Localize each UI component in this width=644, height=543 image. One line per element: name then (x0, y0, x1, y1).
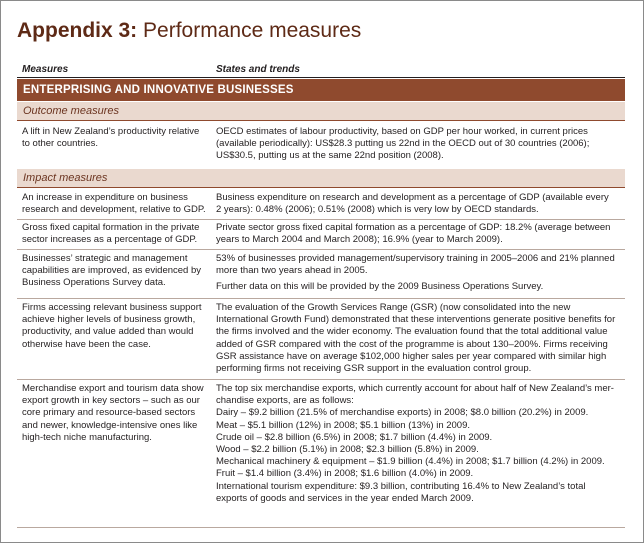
page-title (17, 19, 361, 43)
tourism-text: International tourism expenditure: $9.3 billion, contributing 16.4% to New Zealand’s total exports of goods and services in the year ended March 2009. (216, 480, 586, 504)
measure-cell: Gross fixed capital formation in the private sector increases as a percentage of GDP. (22, 222, 200, 246)
export-item-machinery: Mechanical machinery & equipment – $1.9 billion (4.4%) in 2008; $1.7 billion (4.2%) in 2009. (216, 456, 605, 468)
row-divider (17, 219, 625, 220)
measure-cell: Firms accessing relevant business support achieve higher levels of business growth, productivity, and value added than would otherwise have been the case. (22, 302, 202, 350)
title-prefix: Appendix 3: (17, 19, 138, 42)
states-cell (216, 383, 616, 505)
section-title: ENTERPRISING AND INNOVATIVE BUSINESSES (23, 84, 294, 96)
states-cell (216, 192, 616, 216)
states-text: The evaluation of the Growth Services Range (GSR) (now consolidated into the new International Growth Fund) demonstrated that these interventions generate positive benefits for the firms involved and the wider economy. The evaluation found that the total additional value added of GSR compared with the cost of the programme is about 130–200%. Firms receiving GSR assistance have on average $102,000 higher sales per year compared with similar high performing firms not receiving GSR support in the evaluation control group. (216, 302, 616, 375)
row-divider (17, 298, 625, 299)
header-rule (17, 77, 625, 78)
states-cell (216, 253, 616, 294)
measure-cell: Merchandise export and tourism data show export growth in key sectors – such as our core primary and resource-based sectors and newer, knowledge-intensive ones like high-tech niche manufacturing. (22, 383, 204, 443)
export-item-crude-oil: Crude oil – $2.8 billion (6.5%) in 2008; $1.7 billion (4.4%) in 2009. (216, 431, 493, 443)
export-item-dairy: Dairy – $9.2 billion (21.5% of merchandise exports) in 2008; $8.0 billion (20.2%) in 2009. (216, 407, 589, 419)
states-cell (216, 222, 616, 246)
impact-measures-label: Impact measures (23, 172, 108, 184)
states-text: OECD estimates of labour productivity, based on GDP per hour worked, in current prices (available periodically): US$28.3 putting us 22nd in the OECD out of 30 countries (2006); US$30.5, putting us at the same 22nd position (2008). (216, 126, 590, 162)
table-row (17, 126, 625, 166)
table-row (17, 253, 625, 295)
impact-measures-header (17, 169, 625, 188)
states-text: Private sector gross fixed capital formation as a percentage of GDP: 18.2% (average between years to March 2004 and March 2008); 16.9% (year to March 2009). (216, 222, 611, 246)
column-header-states: States and trends (216, 64, 300, 75)
section-banner (17, 79, 625, 101)
states-text: The top six merchandise exports, which currently account for about half of New Zealand’s mer- chandise exports, are as follows: (216, 383, 614, 407)
states-text: Further data on this will be provided by the 2009 Business Operations Survey. (216, 281, 544, 293)
table-row (17, 302, 625, 374)
states-text: 53% of businesses provided management/supervisory training in 2005–2006 and 21% planned more than two years ahead in 2005. (216, 253, 615, 277)
states-cell (216, 302, 616, 375)
row-divider (17, 379, 625, 380)
states-text: Business expenditure on research and development as a percentage of GDP (available every 2 years): 0.48% (2006); 0.51% (2008) which is very low by OECD standards. (216, 192, 609, 216)
export-item-meat: Meat – $5.1 billion (12%) in 2008; $5.1 billion (13%) in 2009. (216, 419, 471, 431)
measure-cell: A lift in New Zealand’s productivity relative to other countries. (22, 126, 200, 150)
measure-cell: Businesses’ strategic and management capabilities are improved, as evidenced by Business Operations Survey data. (22, 253, 202, 289)
row-divider (17, 249, 625, 250)
table-row (17, 383, 625, 523)
measure-cell: An increase in expenditure on business research and development, relative to GDP. (22, 192, 206, 216)
outcome-measures-header (17, 102, 625, 121)
column-header-measures: Measures (22, 64, 69, 75)
outcome-measures-label: Outcome measures (23, 105, 119, 117)
states-cell (216, 126, 616, 163)
title-text: Performance measures (143, 19, 362, 42)
export-item-wood: Wood – $2.2 billion (5.1%) in 2008; $2.3 billion (5.8%) in 2009. (216, 444, 479, 456)
table-bottom-rule (17, 527, 625, 528)
table-row (17, 192, 625, 218)
table-row (17, 222, 625, 248)
export-item-fruit: Fruit – $1.4 billion (3.4%) in 2008; $1.6 billion (4.0%) in 2009. (216, 468, 474, 480)
